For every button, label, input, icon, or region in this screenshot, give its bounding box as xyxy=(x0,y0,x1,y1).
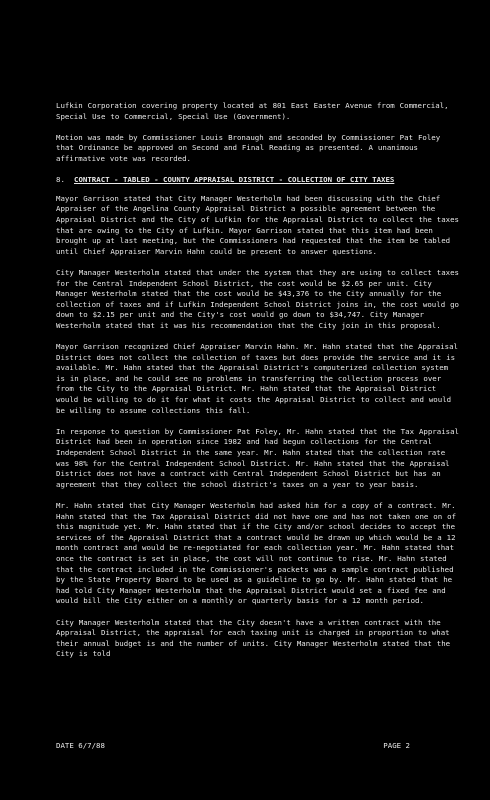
section-title: CONTRACT - TABLED - COUNTY APPRAISAL DISTRICT - COLLECTION OF CITY TAXES xyxy=(74,175,395,185)
footer-date: DATE 6/7/88 xyxy=(56,741,105,750)
paragraph-3: Mayor Garrison recognized Chief Appraiser Marvin Hahn. Mr. Hahn stated that the Appraisal District does not collect the collection of taxes but does provide the service and it is available. Mr. Hahn stated that the Appraisal District's computerized collection system is in place, and he could see no problems in transferring the collection process over from the City to the Appraisal District. Mr. Hahn stated that the Appraisal District would be willing to do it for what it costs the Appraisal District to collect and would be willing to assume collections this fall. xyxy=(56,342,459,415)
paragraph-1: Mayor Garrison stated that City Manager Westerholm had been discussing with the Chief Appraiser of the Angelina County Appraisal District a possible agreement between the Appraisal District and the City of Lufkin for the Appraisal District to collect the taxes that are owing to the City of Lufkin. Mayor Garrison stated that this item had been brought up at last meeting, but the Commissioners had requested that the item be tabled until Chief Appraiser Marvin Hahn could be present to answer questions. xyxy=(56,193,460,256)
motion-paragraph: Motion was made by Commissioner Louis Bronaugh and seconded by Commissioner Pat Foley that Ordinance be approved on Second and Final Reading as presented. A unanimous affirmative vote was recorded. xyxy=(56,132,441,163)
section-number: 8. xyxy=(56,175,65,185)
intro-paragraph: Lufkin Corporation covering property located at 801 East Easter Avenue from Commercial, Special Use to Commercial, Special Use (Government). xyxy=(56,101,449,121)
page-footer xyxy=(56,741,460,752)
paragraph-2: City Manager Westerholm stated that under the system that they are using to collect taxes for the Central Independent School District, the cost would be $2.65 per unit. City Manager Westerholm stated that the cost would be $43,376 to the City annually for the collection of taxes and if Lufkin Independent School District joins in, the cost would go down to $2.15 per unit and the City's cost would go down to $34,747. City Manager Westerholm stated that it was his recommendation that the City join in this proposal. xyxy=(56,267,460,330)
section-heading xyxy=(56,175,460,186)
paragraph-6: City Manager Westerholm stated that the City doesn't have a written contract with the Appraisal District, the appraisal for each taxing unit is charged in proportion to what their annual budget is and the number of units. City Manager Westerholm stated that the City is told xyxy=(56,617,451,659)
paragraph-4: In response to question by Commissioner Pat Foley, Mr. Hahn stated that the Tax Appraisal District had been in operation since 1982 and had begun collections for the Central Independent School District in the same year. Mr. Hahn stated that the collection rate was 98% for the Central Independent School District. Mr. Hahn stated that the Appraisal District does not have a contract with Central Independent School District but has an agreement that they collect the school district's taxes on a year to year basis. xyxy=(56,426,460,489)
footer-page-number: PAGE 2 xyxy=(383,741,410,750)
document-body xyxy=(56,101,460,670)
paragraph-5: Mr. Hahn stated that City Manager Westerholm had asked him for a copy of a contract. Mr. Hahn stated that the Tax Appraisal District did not have one and has not taken one on of this magnitude yet. Mr. Hahn stated that if the City and/or school decides to accept the services of the Appraisal District that a contract would be drawn up which would be a 12 month contract and would be re-negotiated for each collection year. Mr. Hahn stated that once the contract is set in place, the cost will not continue to rise. Mr. Hahn stated that the contract included in the Commissioner's packets was a sample contract published by the State Property Board to be used as a guideline to go by. Mr. Hahn stated that he had told City Manager Westerholm that the Appraisal District would set a fixed fee and would bill the City either on a monthly or quarterly basis for a 12 month period. xyxy=(56,500,457,606)
